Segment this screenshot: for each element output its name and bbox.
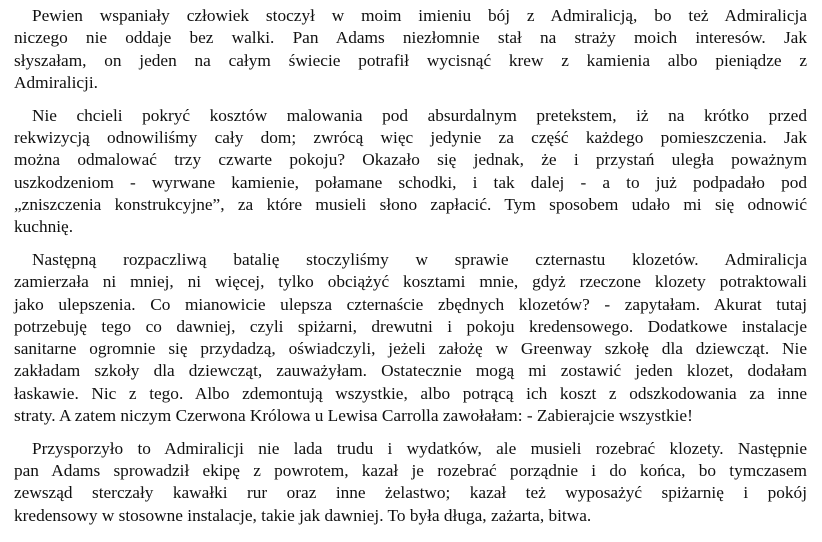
text-line: potrzebuję tego co dawniej, czyli spiżarni, drewutni i pokoju kredensowego. Dodatkowe instalacje xyxy=(14,316,807,336)
text-line: kuchnię. xyxy=(14,217,74,237)
paragraph-4 xyxy=(14,438,807,527)
text-line: można odmalować trzy czwarte pokoju? Okazało się jednak, że i przystań uległa poważnym xyxy=(14,150,807,170)
text-line: łaskawie. Nic z tego. Albo zdemontują wszystkie, albo potrącą ich koszt z odszkodowania za inne xyxy=(14,383,807,403)
text-line: Nie chcieli pokryć kosztów malowania pod absurdalnym pretekstem, iż na krótko przed xyxy=(32,105,807,125)
text-line: sanitarne ogromnie się przydadzą, oświadczyli, jeżeli założę w Greenway szkołę dla dziewcząt. Nie xyxy=(14,339,807,359)
text-line: kredensowy w stosowne instalacje, takie jak dawniej. To była długa, zażarta, bitwa. xyxy=(14,505,592,525)
text-line: rekwizycją odnowiliśmy cały dom; zwrócą więc jedynie za część każdego pomieszczenia. Jak xyxy=(14,127,807,147)
text-line: „zniszczenia konstrukcyjne”, za które musieli słono zapłacić. Tym sposobem udało mi się odnowić xyxy=(14,194,807,214)
text-line: Przysporzyło to Admiralicji nie lada trudu i wydatków, ale musieli rozebrać klozety. Następnie xyxy=(32,438,807,458)
text-line: Admiralicji. xyxy=(14,72,98,92)
text-line: Następną rozpaczliwą batalię stoczyliśmy w sprawie czternastu klozetów. Admiralicja xyxy=(32,249,807,269)
text-line: jako ulepszenia. Co mianowicie ulepsza czternaście zbędnych klozetów? - zapytałam. Akurat tutaj xyxy=(14,294,807,314)
paragraph-1 xyxy=(14,5,807,94)
text-line: zewsząd sterczały kawałki rur oraz inne żelastwo; kazał też wyposażyć spiżarnię i pokój xyxy=(14,483,807,503)
paragraph-3 xyxy=(14,249,807,427)
text-line: uszkodzeniom - wyrwane kamienie, połamane schodki, i tak dalej - a to już podpadało pod xyxy=(14,172,807,192)
text-line: słyszałam, on jeden na całym świecie potrafił wycisnąć krew z kamienia albo pieniądze z xyxy=(14,50,807,70)
text-line: niczego nie oddaje bez walki. Pan Adams niezłomnie stał na straży moich interesów. Jak xyxy=(14,28,807,48)
paragraph-2 xyxy=(14,105,807,239)
text-line: Pewien wspaniały człowiek stoczył w moim imieniu bój z Admiralicją, bo też Admiralicja xyxy=(32,6,807,25)
text-line: zakładam szkoły dla dziewcząt, zauważyłam. Ostatecznie mogą mi zostawić jeden klozet, dodałam xyxy=(14,361,807,381)
text-line: zamierzała ni mniej, ni więcej, tylko obciążyć kosztami mnie, gdyż rzeczone klozety potraktowali xyxy=(14,272,807,292)
text-line: straty. A zatem niczym Czerwona Królowa u Lewisa Carrolla zawołałam: - Zabierajcie wszystkie! xyxy=(14,406,693,426)
text-line: pan Adams sprowadził ekipę z powrotem, kazał je rozebrać porządnie i do końca, bo tymczasem xyxy=(14,461,807,481)
document-body xyxy=(14,5,807,538)
